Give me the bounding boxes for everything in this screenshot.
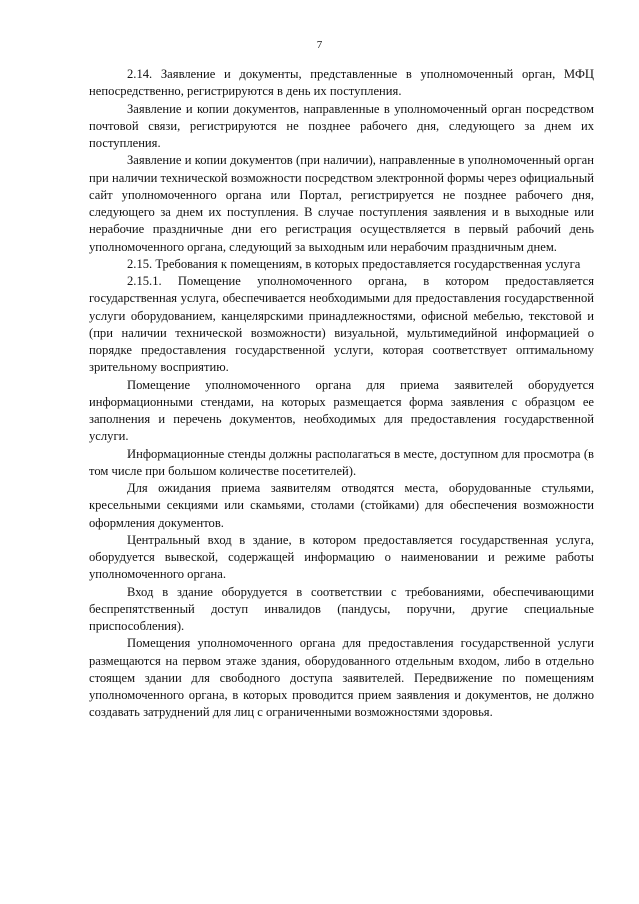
paragraph-waiting-area: Для ожидания приема заявителям отводятся места, оборудованные стульями, кресельными секциями или скамьями, столами (стойками) для обеспечения возможности оформления документов.: [89, 481, 594, 530]
document-body: [89, 66, 594, 722]
paragraph-2-15-1: 2.15.1. Помещение уполномоченного органа, в котором предоставляется государственная услуга, обеспечивается необходимыми для предоставления государственной услуги оборудованием, канцелярскими принадлежностями, офисной мебелью, текстовой и (при наличии технической возможности) визуальной, мультимедийной информацией о порядке предоставления государственной услуги, которая соответствует оптимальному зрительному восприятию.: [89, 274, 594, 375]
paragraph-info-stands-location: Информационные стенды должны располагаться в месте, доступном для просмотра (в том числе при большом количестве посетителей).: [89, 446, 594, 478]
section-heading-2-15: 2.15. Требования к помещениям, в которых предоставляется государственная услуга: [127, 256, 581, 271]
paragraph-premises-location: Помещения уполномоченного органа для предоставления государственной услуги размещаются на первом этаже здания, оборудованного отдельным входом, либо в отдельно стоящем здании для свободного доступа заявителей. Передвижение по помещениям уполномоченного органа, в которых проводится прием заявления и документов, не должно создавать затруднений для лиц с ограниченными возможностями здоровья.: [89, 636, 594, 720]
paragraph-postal-registration: Заявление и копии документов, направленные в уполномоченный орган посредством почтовой связи, регистрируются не позднее рабочего дня, следующего за днем их поступления.: [89, 101, 594, 150]
page-number: 7: [316, 39, 323, 51]
paragraph-central-entrance: Центральный вход в здание, в котором предоставляется государственная услуга, оборудуется вывеской, содержащей информацию о наименовании и режиме работы уполномоченного органа.: [89, 532, 594, 582]
paragraph-electronic-registration: Заявление и копии документов (при наличии), направленные в уполномоченный орган при наличии технической возможности посредством электронной формы через официальный сайт уполномоченного органа или Портал, регистрируется не позднее рабочего дня, следующего за днем их поступления. В случае поступления заявления и в выходные или нерабочие праздничные дни его регистрация осуществляется в первый рабочий день уполномоченного органа, следующий за выходным или нерабочим праздничным днем.: [89, 153, 594, 254]
paragraph-2-14: 2.14. Заявление и документы, представленные в уполномоченный орган, МФЦ непосредственно, регистрируются в день их поступления.: [89, 67, 594, 99]
paragraph-info-stands-equipment: Помещение уполномоченного органа для приема заявителей оборудуется информационными стендами, на которых размещается форма заявления с образцом ее заполнения и перечень документов, необходимых для предоставления государственной услуги.: [89, 377, 594, 444]
paragraph-accessibility: Вход в здание оборудуется в соответствии с требованиями, обеспечивающими беспрепятственный доступ инвалидов (пандусы, поручни, другие специальные приспособления).: [89, 584, 594, 633]
